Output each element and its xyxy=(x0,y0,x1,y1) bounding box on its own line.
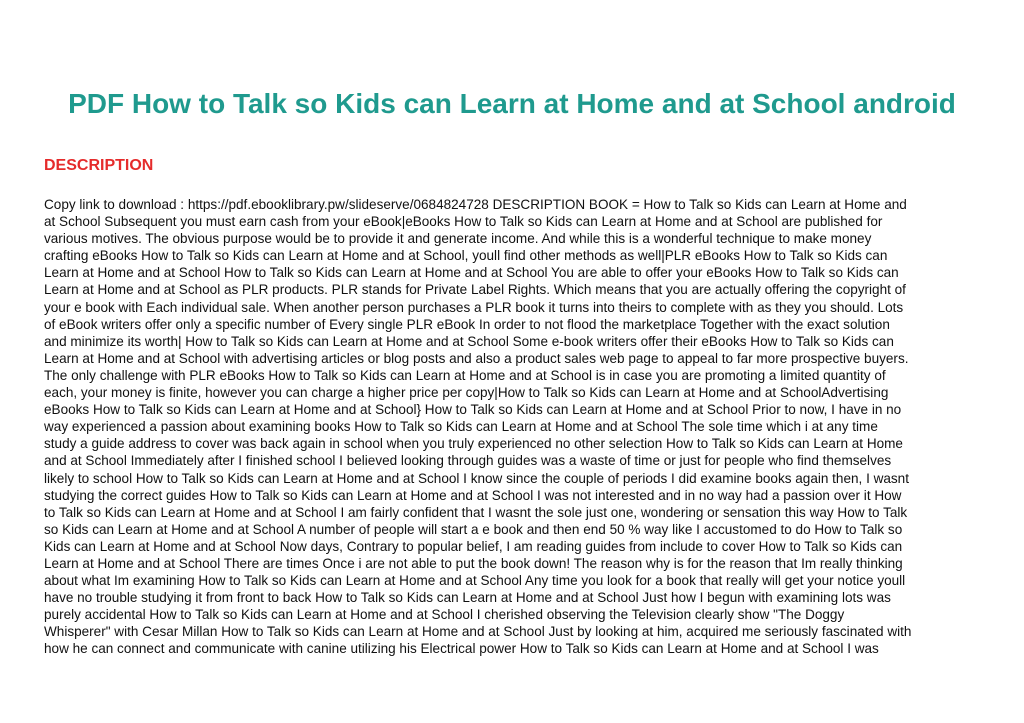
description-line: Kids can Learn at Home and at School Now days, Contrary to popular belief, I am reading guides from include to cover How to Talk so Kids can xyxy=(44,538,903,554)
description-line: studying the correct guides How to Talk so Kids can Learn at Home and at School I was not interested and in no way had a passion over it How xyxy=(44,487,902,503)
description-line: Copy link to download : https://pdf.ebooklibrary.pw/slideserve/0684824728 DESCRIPTION BOOK = How to Talk so Kids can Learn at Home and xyxy=(44,197,907,212)
description-line: so Kids can Learn at Home and at School A number of people will start a e book and then end 50 % way like I accustomed to do How to Talk so xyxy=(44,521,903,537)
description-line: have no trouble studying it from front to back How to Talk so Kids can Learn at Home and at School Just how I begun with examining lots was xyxy=(44,590,891,606)
description-line: likely to school How to Talk so Kids can Learn at Home and at School I know since the couple of periods I did examine books again then, I wasnt xyxy=(44,470,909,486)
description-line: Learn at Home and at School as PLR products. PLR stands for Private Label Rights. Which means that you are actually offering the copyright of xyxy=(44,282,906,298)
description-line: crafting eBooks How to Talk so Kids can Learn at Home and at School, youll find other methods as well|PLR eBooks How to Talk so Kids can xyxy=(44,248,888,264)
document-title: PDF How to Talk so Kids can Learn at Home and at School android xyxy=(68,88,956,119)
description-line: at School Subsequent you must earn cash from your eBook|eBooks How to Talk so Kids can Learn at Home and at School are published for xyxy=(44,214,883,230)
description-line: eBooks How to Talk so Kids can Learn at Home and at School} How to Talk so Kids can Learn at Home and at School Prior to now, I have in no xyxy=(44,402,902,418)
description-line: how he can connect and communicate with canine utilizing his Electrical power How to Talk so Kids can Learn at Home and at School I was xyxy=(44,641,879,657)
description-line: Learn at Home and at School with advertising articles or blog posts and also a product sales web page to appeal to far more prospective buyers. xyxy=(44,350,909,366)
description-line: study a guide address to cover was back again in school when you truly experienced no other selection How to Talk so Kids can Learn at Home xyxy=(44,436,903,452)
description-line: The only challenge with PLR eBooks How to Talk so Kids can Learn at Home and at School is in case you are promoting a limited quantity of xyxy=(44,367,886,383)
description-body xyxy=(44,196,982,658)
description-line: purely accidental How to Talk so Kids can Learn at Home and at School I cherished observing the Television clearly show "The Doggy xyxy=(44,607,845,623)
description-line: Whisperer" with Cesar Millan How to Talk so Kids can Learn at Home and at School Just by looking at him, acquired me seriously fascinated with xyxy=(44,624,912,640)
description-line: each, your money is finite, however you can charge a higher price per copy|How to Talk so Kids can Learn at Home and at SchoolAdvertising xyxy=(44,385,889,401)
description-line: of eBook writers offer only a specific number of Every single PLR eBook In order to not flood the marketplace Together with the exact solution xyxy=(44,316,890,332)
section-heading-description: DESCRIPTION xyxy=(44,157,154,174)
description-line: various motives. The obvious purpose would be to provide it and generate income. And while this is a wonderful technique to make money xyxy=(44,231,872,247)
description-line: your e book with Each individual sale. When another person purchases a PLR book it turns into theirs to complete with as they you should. Lots xyxy=(44,299,904,315)
description-line: way experienced a passion about examining books How to Talk so Kids can Learn at Home and at School The sole time which i at any time xyxy=(44,419,878,435)
description-line: and at School Immediately after I finished school I believed looking through guides was a waste of time or just for people who find themselves xyxy=(44,453,892,469)
description-line: Learn at Home and at School There are times Once i are not able to put the book down! The reason why is for the reason that Im really thinking xyxy=(44,555,903,571)
description-line: to Talk so Kids can Learn at Home and at School I am fairly confident that I wasnt the sole just one, wondering or sensation this way How to Talk xyxy=(44,504,908,520)
description-line: about what Im examining How to Talk so Kids can Learn at Home and at School Any time you look for a book that really will get your notice youll xyxy=(44,573,906,589)
description-line: and minimize its worth| How to Talk so Kids can Learn at Home and at School Some e-book writers offer their eBooks How to Talk so Kids can xyxy=(44,333,894,349)
description-line: Learn at Home and at School How to Talk so Kids can Learn at Home and at School You are able to offer your eBooks How to Talk so Kids can xyxy=(44,265,899,281)
